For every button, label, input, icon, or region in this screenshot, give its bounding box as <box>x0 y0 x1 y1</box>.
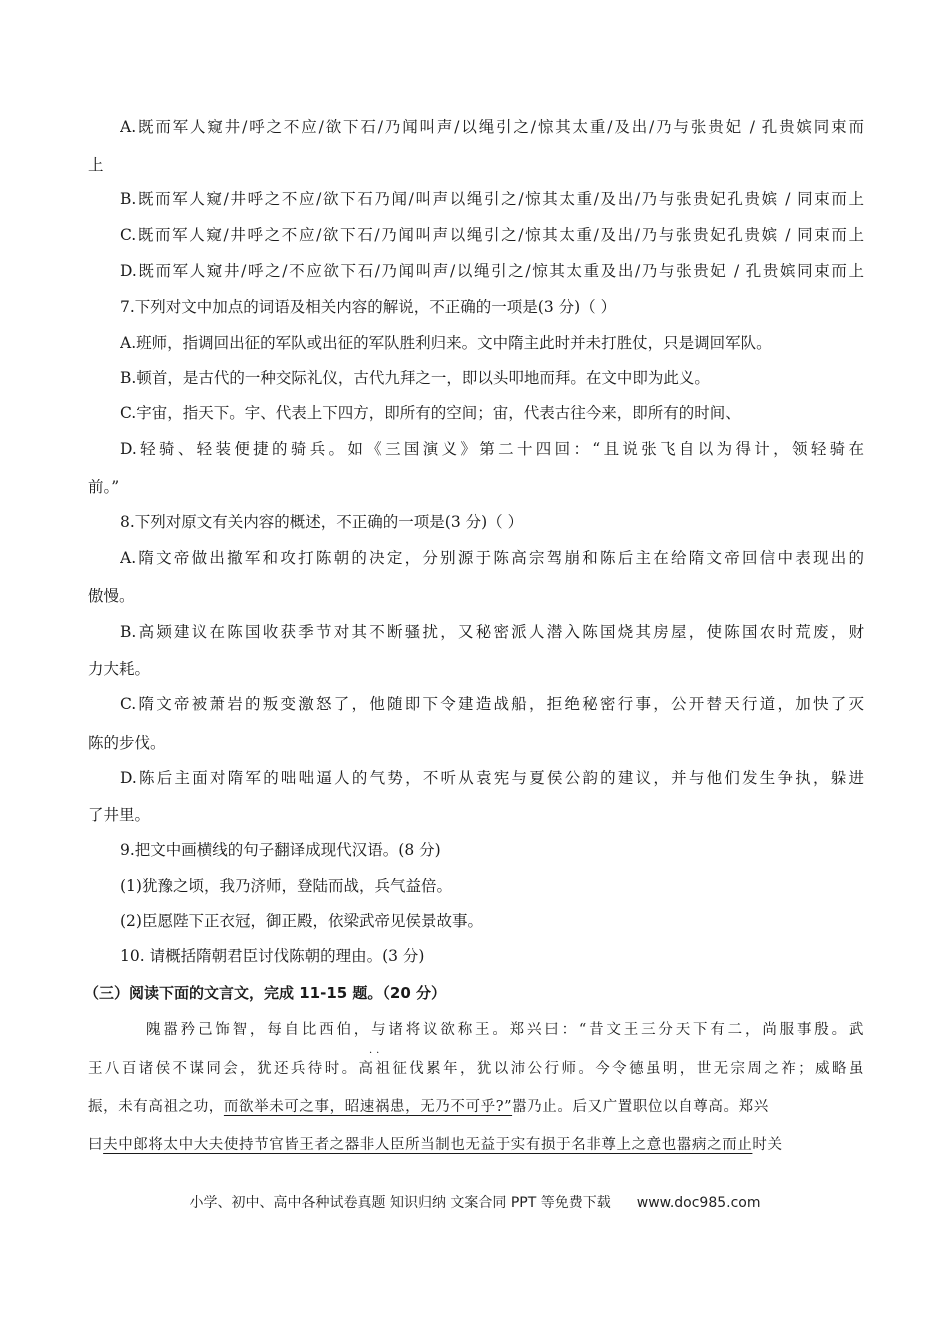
question-7-stem: 7.下列对文中加点的词语及相关内容的解说，不正确的一项是(3 分)（ ） <box>120 298 617 316</box>
question-8-option-a-line1: A.隋文帝做出撤军和攻打陈朝的决定，分别源于陈高宗驾崩和陈后主在给隋文帝回信中表现出的 <box>120 549 864 567</box>
passage-line-1: 隗嚣矜己饰智，每自比西伯，与诸将议欲称王。郑兴曰：“昔文王三分天下有二，尚服事殷。武 <box>146 1022 864 1038</box>
section-3-heading: （三）阅读下面的文言文，完成 11-15 题。（20 分） <box>84 984 447 1002</box>
passage-line-2: 王八百诸侯不谋同会，犹还兵待时。高祖征伐累年，犹以沛公行师。今令德虽明，世无宗周之祚；威略虽 <box>88 1061 864 1077</box>
passage-line-3 <box>88 1097 864 1117</box>
question-9-stem: 9.把文中画横线的句子翻译成现代汉语。(8 分) <box>120 841 441 859</box>
question-8-option-b-line1: B.高颎建议在陈国收获季节对其不断骚扰，又秘密派人潜入陈国烧其房屋，使陈国农时荒废，财 <box>120 623 864 641</box>
emphasis-dots: ·· <box>369 1048 384 1059</box>
question-8-option-d-line1: D.陈后主面对隋军的咄咄逼人的气势，不听从袁宪与夏侯公韵的建议，并与他们发生争执，躲进 <box>120 769 864 787</box>
option-6b: B.既而军人窥/井呼之不应/欲下石乃闻/叫声以绳引之/惊其太重/及出/乃与张贵妃孔贵嫔 / 同束而上 <box>120 190 864 208</box>
question-8-option-a-line2: 傲慢。 <box>88 587 135 605</box>
footer-site-link[interactable]: www.doc985.com <box>636 1195 761 1211</box>
question-10-stem: 10. 请概括隋朝君臣讨伐陈朝的理由。(3 分) <box>120 947 425 965</box>
question-7-option-c: C.宇宙，指天下。宇、代表上下四方，即所有的空间；宙，代表古往今来，即所有的时间、 <box>120 404 741 422</box>
question-8-option-c-line2: 陈的步伐。 <box>88 734 166 752</box>
question-8-option-c-line1: C.隋文帝被萧岩的叛变激怒了，他随即下令建造战船，拒绝秘密行事，公开替天行道，加快了灭 <box>120 695 864 713</box>
question-7-option-b: B.顿首，是古代的一种交际礼仪，古代九拜之一，即以头叩地而拜。在文中即为此义。 <box>120 369 710 387</box>
passage-line-4-end: 时关 <box>752 1137 783 1153</box>
question-8-option-d-line2: 了井里。 <box>88 806 151 824</box>
passage-line-4 <box>88 1135 864 1155</box>
underlined-sentence-1: 而欲举未可之事，昭速祸患，无乃不可乎?” <box>223 1099 513 1115</box>
option-6d: D.既而军人窥井/呼之/不应欲下石/乃闻叫声/以绳引之/惊其太重及出/乃与张贵妃 / 孔贵嫔同束而上 <box>120 262 864 280</box>
page-footer <box>0 1192 950 1212</box>
passage-line-4-start: 曰 <box>88 1137 104 1153</box>
question-8-option-b-line2: 力大耗。 <box>88 660 151 678</box>
footer-text: 小学、初中、高中各种试卷真题 知识归纳 文案合同 PPT 等免费下载 <box>189 1195 611 1211</box>
question-8-stem: 8.下列对原文有关内容的概述，不正确的一项是(3 分)（ ） <box>120 513 524 531</box>
passage-line-3-end: 嚣乃止。后又广置职位以自尊高。郑兴 <box>512 1099 769 1115</box>
question-9-sentence-1: (1)犹豫之顷，我乃济师，登陆而战，兵气益倍。 <box>120 877 452 895</box>
option-6c: C.既而军人窥/井呼之不应/欲下石/乃闻叫声以绳引之/惊其太重/及出/乃与张贵妃孔贵嫔 / 同束而上 <box>120 226 864 244</box>
underlined-sentence-2: 夫中郎将太中大夫使持节官皆王者之器非人臣所当制也无益于实有损于名非尊上之意也嚣病之而止 <box>103 1137 753 1153</box>
question-9-sentence-2: (2)臣愿陛下正衣冠，御正殿，依梁武帝见侯景故事。 <box>120 912 483 930</box>
question-7-option-d-line1: D.轻骑、轻装便捷的骑兵。如《三国演义》第二十四回：“且说张飞自以为得计，领轻骑在 <box>120 440 864 458</box>
question-7-option-a: A.班师，指调回出征的军队或出征的军队胜利归来。文中隋主此时并未打胜仗，只是调回军队。 <box>120 334 772 352</box>
option-6a-line2: 上 <box>88 156 104 174</box>
question-7-option-d-line2: 前。” <box>88 478 120 496</box>
option-6a-line1: A.既而军人窥井/呼之不应/欲下石/乃闻叫声/以绳引之/惊其太重/及出/乃与张贵妃 / 孔贵嫔同束而 <box>120 118 864 136</box>
passage-line-3-start: 振，未有高祖之功， <box>88 1099 224 1115</box>
